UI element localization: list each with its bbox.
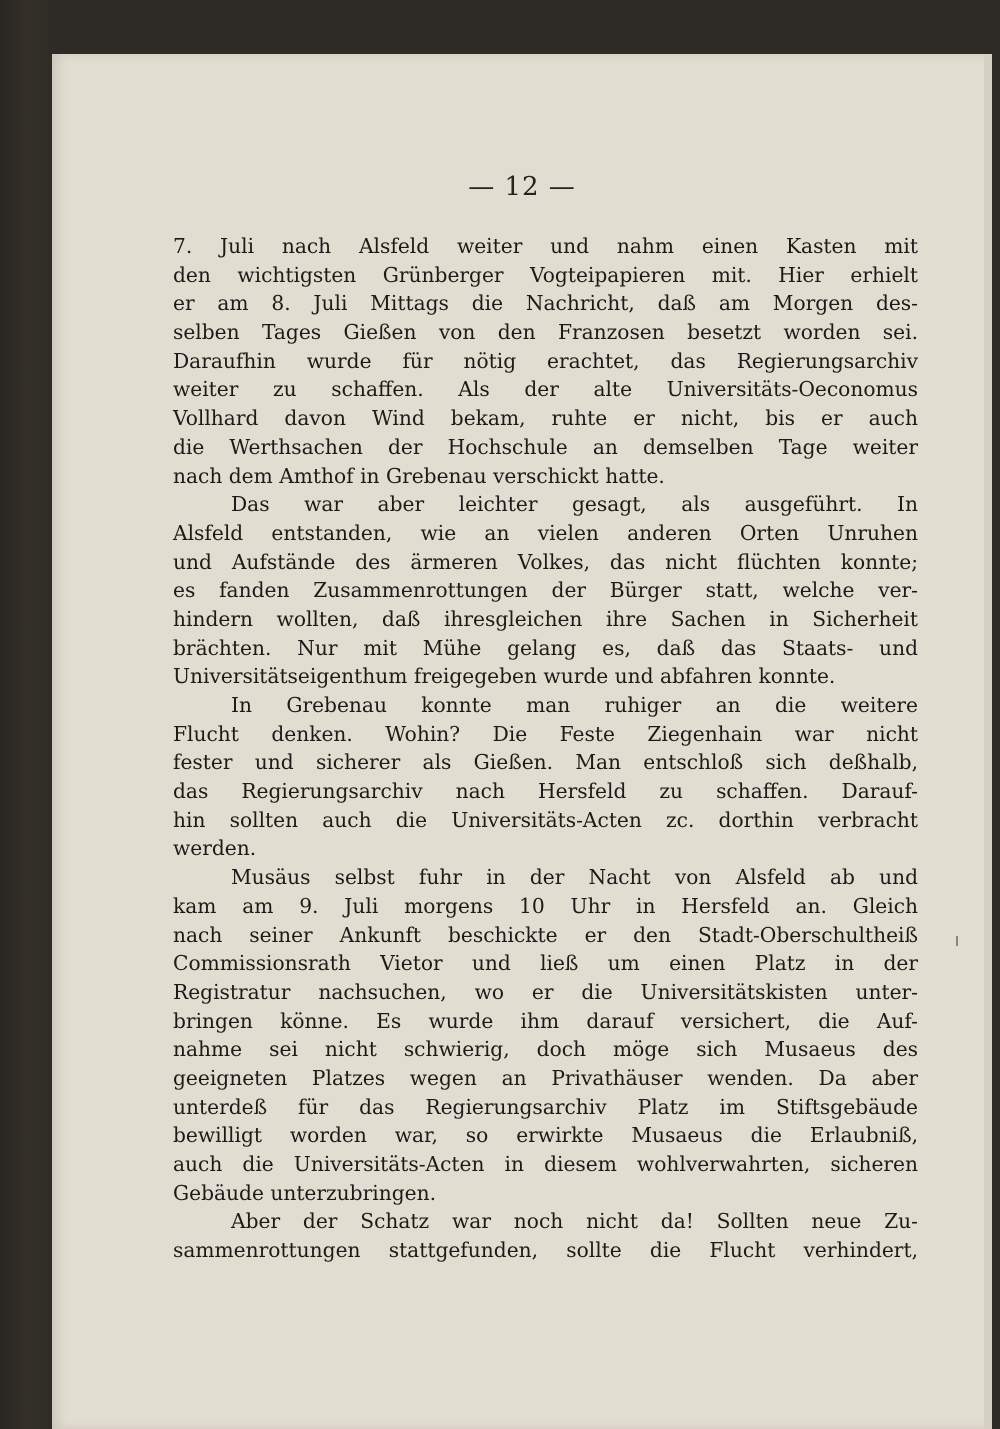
text-line: kam am 9. Juli morgens 10 Uhr in Hersfeld an. Gleich [173, 893, 918, 918]
text-line: Flucht denken. Wohin? Die Feste Ziegenhain war nicht [173, 721, 918, 746]
text-line: In Grebenau konnte man ruhiger an die weitere [231, 693, 918, 717]
text-line: bewilligt worden war, so erwirkte Musaeus die Erlaubniß, [173, 1123, 918, 1148]
text-line: nach dem Amthof in Grebenau verschickt hatte. [173, 463, 665, 488]
text-line: nahme sei nicht schwierig, doch möge sich Musaeus des [173, 1037, 918, 1062]
text-line: geeigneten Platzes wegen an Privathäuser wenden. Da aber [173, 1065, 918, 1090]
text-line: Gebäude unterzubringen. [173, 1180, 436, 1205]
text-line: den wichtigsten Grünberger Vogteipapieren mit. Hier erhielt [173, 262, 918, 287]
text-line: die Werthsachen der Hochschule an demselben Tage weiter [173, 434, 918, 459]
page-number: — 12 — [468, 172, 576, 202]
text-line: auch die Universitäts-Acten in diesem wohlverwahrten, sicheren [173, 1152, 918, 1176]
text-line: unterdeß für das Regierungsarchiv Platz im Stiftsgebäude [173, 1094, 918, 1119]
text-line: er am 8. Juli Mittags die Nachricht, daß am Morgen des- [173, 291, 918, 316]
book-page [52, 54, 992, 1429]
text-line: sammenrottungen stattgefunden, sollte die Flucht verhindert, [173, 1238, 918, 1263]
text-line: 7. Juli nach Alsfeld weiter und nahm einen Kasten mit [173, 234, 918, 258]
text-line: hin sollten auch die Universitäts-Acten zc. dorthin verbracht [173, 807, 918, 832]
text-line: Musäus selbst fuhr in der Nacht von Alsfeld ab und [231, 865, 918, 890]
text-line: es fanden Zusammenrottungen der Bürger statt, welche ver- [173, 578, 918, 603]
text-line: Aber der Schatz war noch nicht da! Sollten neue Zu- [231, 1209, 918, 1234]
text-line: Daraufhin wurde für nötig erachtet, das Regierungsarchiv [173, 348, 918, 373]
text-line: weiter zu schaffen. Als der alte Universitäts-Oeconomus [173, 377, 918, 402]
text-line: Das war aber leichter gesagt, als ausgeführt. In [231, 492, 918, 517]
margin-mark [956, 936, 958, 946]
text-line: bringen könne. Es wurde ihm darauf versichert, die Auf- [173, 1008, 918, 1033]
page-edge [984, 54, 992, 1429]
text-line: Commissionsrath Vietor und ließ um einen Platz in der [173, 951, 918, 976]
text-line: das Regierungsarchiv nach Hersfeld zu schaffen. Darauf- [173, 779, 918, 804]
text-line: werden. [173, 836, 257, 861]
text-line: nach seiner Ankunft beschickte er den Stadt-Oberschultheiß [173, 922, 918, 947]
text-line: fester und sicherer als Gießen. Man entschloß sich deßhalb, [173, 750, 918, 775]
text-line: und Aufstände des ärmeren Volkes, das nicht flüchten konnte; [173, 549, 918, 574]
body-text [173, 232, 918, 1265]
text-line: Universitätseigenthum freigegeben wurde und abfahren konnte. [173, 664, 836, 689]
text-line: Registratur nachsuchen, wo er die Universitätskisten unter- [173, 979, 918, 1004]
text-line: Vollhard davon Wind bekam, ruhte er nicht, bis er auch [173, 406, 918, 431]
text-line: hindern wollten, daß ihresgleichen ihre Sachen in Sicherheit [173, 606, 918, 631]
text-line: brächten. Nur mit Mühe gelang es, daß das Staats- und [173, 635, 918, 660]
text-line: selben Tages Gießen von den Franzosen besetzt worden sei. [173, 320, 918, 345]
text-line: Alsfeld entstanden, wie an vielen anderen Orten Unruhen [173, 520, 918, 545]
